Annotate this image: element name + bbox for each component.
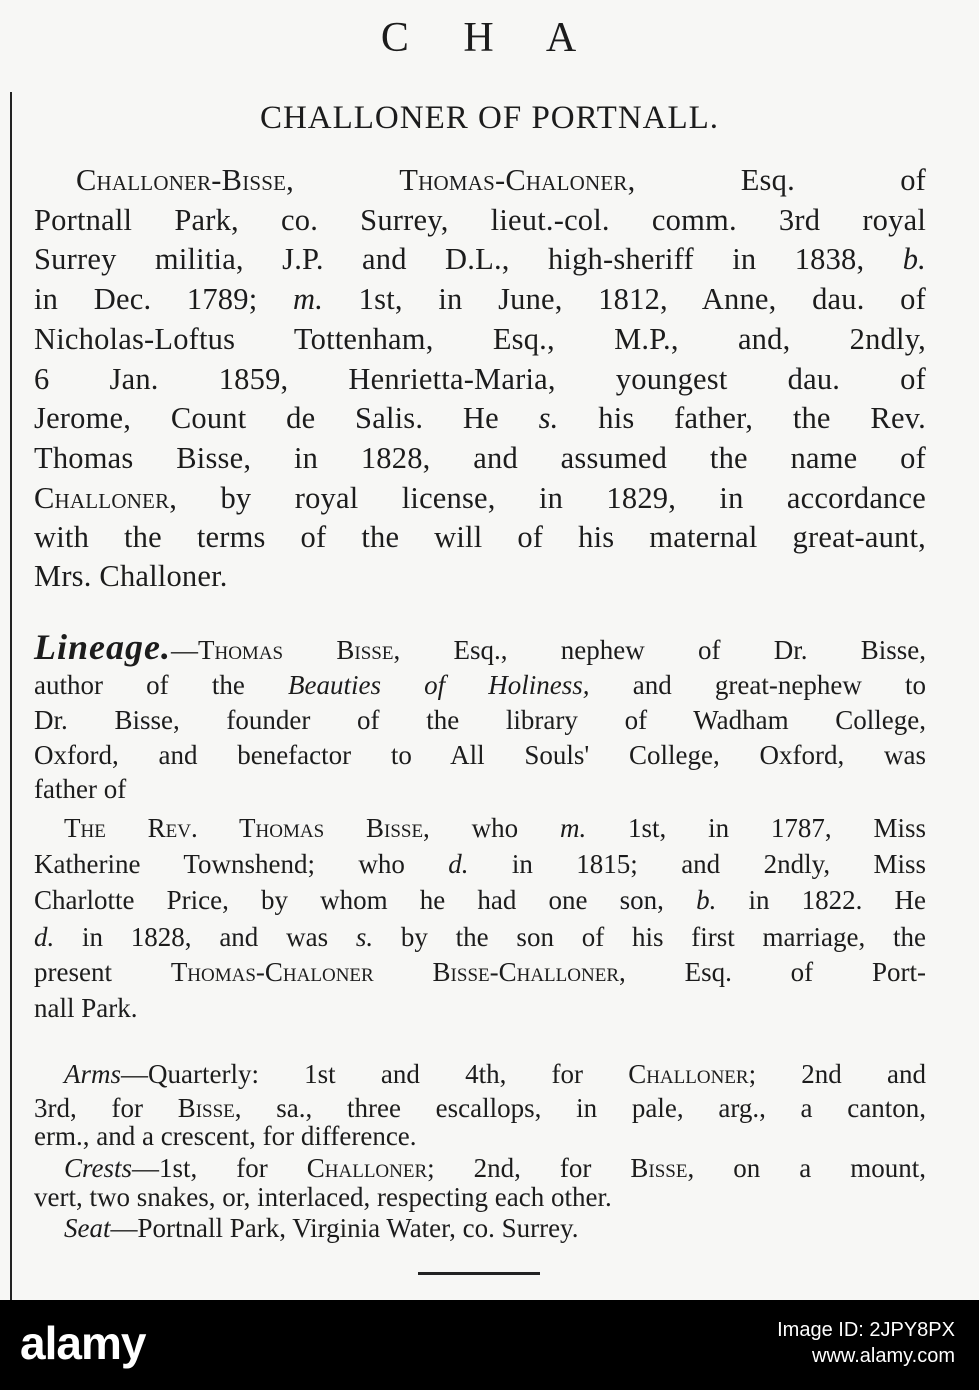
arms-line-3: erm., and a crescent, for difference.: [34, 1121, 417, 1151]
brand-logo: alamy: [20, 1317, 146, 1369]
lineage-heading: Lineage.: [34, 627, 171, 667]
seat-label: Seat: [64, 1213, 111, 1243]
lineage-line-4: Oxford, and benefactor to All Souls' College, Oxford, was: [34, 740, 926, 770]
lineage-line-11: nall Park.: [34, 993, 138, 1023]
arms-line-1: Arms—Quarterly: 1st and 4th, for Challoner; 2nd and: [64, 1059, 926, 1089]
image-id-text: Image ID: 2JPY8PX: [777, 1319, 955, 1341]
lineage-line-8: Charlotte Price, by whom he had one son, b. in 1822. He: [34, 885, 926, 915]
entry-title: CHALLONER OF PORTNALL.: [259, 100, 720, 136]
arms-label: Arms: [64, 1059, 122, 1089]
lineage-line-10: present Thomas-Chaloner Bisse-Challoner, Esq. of Port-: [34, 957, 927, 987]
entry-line-9: Challoner, by royal license, in 1829, in accordance: [34, 481, 926, 515]
entry-line-2: Portnall Park, co. Surrey, lieut.-col. comm. 3rd royal: [34, 203, 926, 237]
lineage-line-5: father of: [34, 774, 127, 804]
seat-line: Seat—Portnall Park, Virginia Water, co. Surrey.: [64, 1213, 579, 1243]
surname-text: Challoner-Bisse,: [76, 163, 294, 197]
entry-line-10: with the terms of the will of his maternal great-aunt,: [34, 520, 926, 554]
entry-line-11: Mrs. Challoner.: [34, 559, 228, 593]
crests-line-1: Crests—1st, for Challoner; 2nd, for Bisse, on a mount,: [64, 1153, 926, 1183]
entry-line-6: 6 Jan. 1859, Henrietta-Maria, youngest dau. of: [34, 362, 926, 396]
entry-line-7: Jerome, Count de Salis. He s. his father, the Rev.: [34, 401, 926, 435]
arms-line-2: 3rd, for Bisse, sa., three escallops, in pale, arg., a canton,: [34, 1093, 926, 1123]
lineage-line-6: The Rev. Thomas Bisse, who m. 1st, in 1787, Miss: [64, 813, 926, 843]
forename-text: Thomas-Chaloner,: [399, 163, 636, 197]
end-rule: [418, 1272, 540, 1275]
entry-line-1: Challoner-Bisse, Thomas-Chaloner, Esq. of: [76, 163, 926, 197]
lineage-line-1: Lineage.—Thomas Bisse, Esq., nephew of Dr. Bisse,: [34, 627, 926, 667]
site-url-text: www.alamy.com: [812, 1345, 955, 1367]
lineage-line-3: Dr. Bisse, founder of the library of Wadham College,: [34, 705, 926, 735]
lineage-line-2: author of the Beauties of Holiness, and great-nephew to: [34, 670, 926, 700]
left-margin-rule: [10, 92, 12, 1300]
lineage-line-9: d. in 1828, and was s. by the son of his first marriage, the: [34, 922, 926, 952]
crests-line-2: vert, two snakes, or, interlaced, respecting each other.: [34, 1182, 612, 1212]
lineage-line-7: Katherine Townshend; who d. in 1815; and 2ndly, Miss: [34, 849, 926, 879]
entry-line-5: Nicholas-Loftus Tottenham, Esq., M.P., and, 2ndly,: [34, 322, 926, 356]
stock-info: [777, 1317, 955, 1369]
entry-line-3: Surrey militia, J.P. and D.L., high-sheriff in 1838, b.: [34, 242, 926, 276]
entry-line-8: Thomas Bisse, in 1828, and assumed the name of: [34, 441, 926, 475]
page-heading: C H A: [380, 15, 599, 61]
entry-line-4: in Dec. 1789; m. 1st, in June, 1812, Anne, dau. of: [34, 282, 926, 316]
crests-label: Crests: [64, 1153, 133, 1183]
